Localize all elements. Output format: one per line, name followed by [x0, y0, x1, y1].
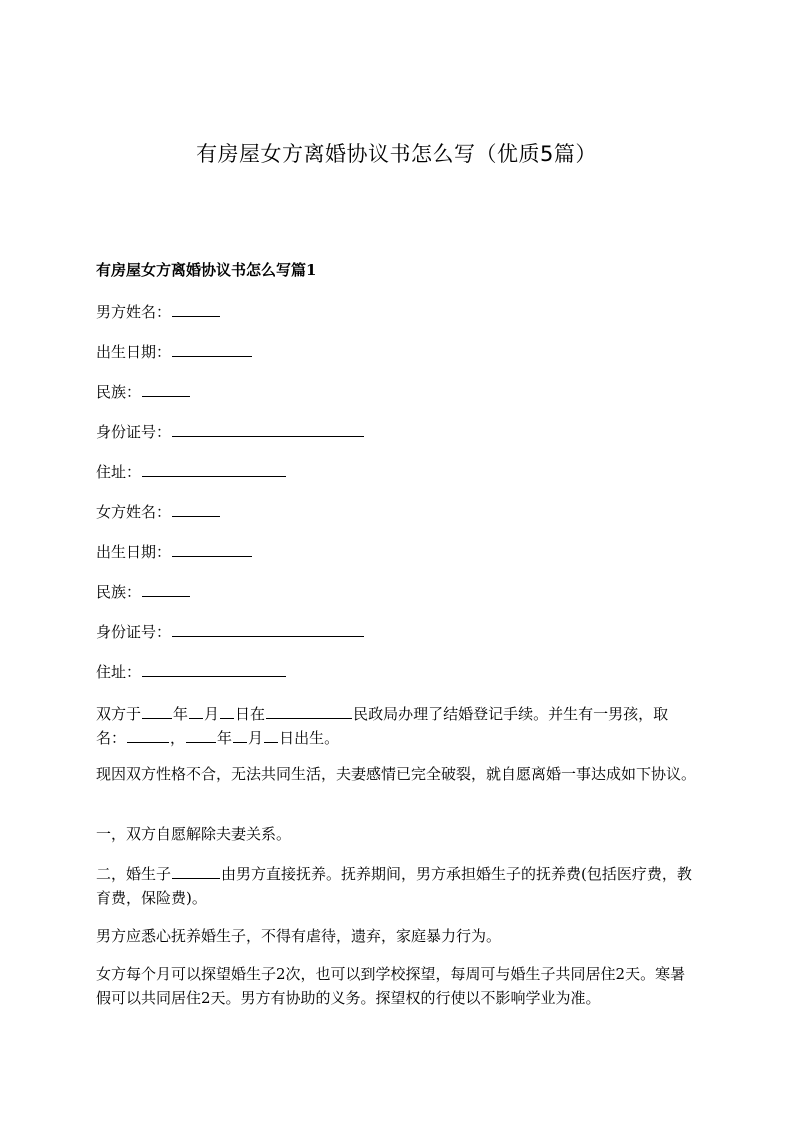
- field-female-address: [96, 660, 287, 684]
- field-label: 民族：: [96, 383, 142, 401]
- text-segment: ，: [170, 729, 186, 747]
- blank-line: [186, 728, 216, 743]
- blank-line: [189, 704, 203, 719]
- blank-line: [264, 728, 278, 743]
- blank-line: [233, 728, 247, 743]
- field-male-id: [96, 420, 365, 444]
- field-female-id: [96, 620, 365, 644]
- field-label: 住址：: [96, 663, 142, 681]
- blank-line: [142, 382, 190, 397]
- text-segment: 日在: [235, 705, 266, 723]
- text-segment: 月: [248, 729, 264, 747]
- text-segment: 年: [217, 729, 233, 747]
- field-label: 住址：: [96, 463, 142, 481]
- blank-line: [172, 542, 252, 557]
- field-label: 女方姓名：: [96, 503, 172, 521]
- text-segment: 名：: [96, 729, 127, 747]
- field-male-ethnicity: [96, 380, 191, 404]
- field-label: 身份证号：: [96, 623, 172, 641]
- blank-line: [142, 662, 286, 677]
- blank-line: [142, 462, 286, 477]
- field-male-name: [96, 300, 221, 324]
- text-segment: 由男方直接抚养。抚养期间，男方承担婚生子的抚养费(包括医疗费，教育费，保险费)。: [96, 865, 692, 907]
- blank-line: [127, 728, 169, 743]
- text-segment: 二，婚生子: [96, 865, 172, 883]
- field-label: 身份证号：: [96, 423, 172, 441]
- item-3-paragraph: 男方应悉心抚养婚生子，不得有虐待，遗弃，家庭暴力行为。: [96, 927, 502, 945]
- field-female-birth: [96, 540, 253, 564]
- field-male-birth: [96, 340, 253, 364]
- field-female-name: [96, 500, 221, 524]
- item-1-paragraph: 一，双方自愿解除夫妻关系。: [96, 825, 292, 843]
- blank-line: [142, 582, 190, 597]
- blank-line: [172, 502, 220, 517]
- marriage-line-1: [96, 702, 668, 726]
- blank-line: [142, 704, 172, 719]
- blank-line: [172, 622, 364, 637]
- blank-line: [220, 704, 234, 719]
- blank-line: [172, 422, 364, 437]
- blank-line: [172, 864, 220, 879]
- field-label: 出生日期：: [96, 543, 172, 561]
- text-segment: 月: [204, 705, 220, 723]
- item-4-paragraph: 女方每个月可以探望婚生子2次，也可以到学校探望，每周可与婚生子共同居住2天。寒暑假可以共同居住2天。男方有协助的义务。探望权的行使以不影响学业为准。: [96, 965, 686, 1007]
- section-heading: 有房屋女方离婚协议书怎么写篇1: [96, 261, 317, 279]
- field-label: 出生日期：: [96, 343, 172, 361]
- marriage-line-2: [96, 726, 339, 750]
- field-male-address: [96, 460, 287, 484]
- blank-line: [266, 704, 352, 719]
- field-female-ethnicity: [96, 580, 191, 604]
- field-label: 民族：: [96, 583, 142, 601]
- blank-line: [172, 342, 252, 357]
- blank-line: [172, 302, 220, 317]
- item-2-paragraph: [96, 862, 700, 910]
- reason-paragraph: 现因双方性格不合，无法共同生活，夫妻感情已完全破裂，就自愿离婚一事达成如下协议。: [96, 765, 697, 783]
- text-segment: 双方于: [96, 705, 142, 723]
- text-segment: 年: [173, 705, 189, 723]
- field-label: 男方姓名：: [96, 303, 172, 321]
- text-segment: 日出生。: [279, 729, 340, 747]
- text-segment: 民政局办理了结婚登记手续。并生有一男孩，取: [353, 705, 669, 723]
- document-title: 有房屋女方离婚协议书怎么写（优质5篇）: [196, 142, 597, 166]
